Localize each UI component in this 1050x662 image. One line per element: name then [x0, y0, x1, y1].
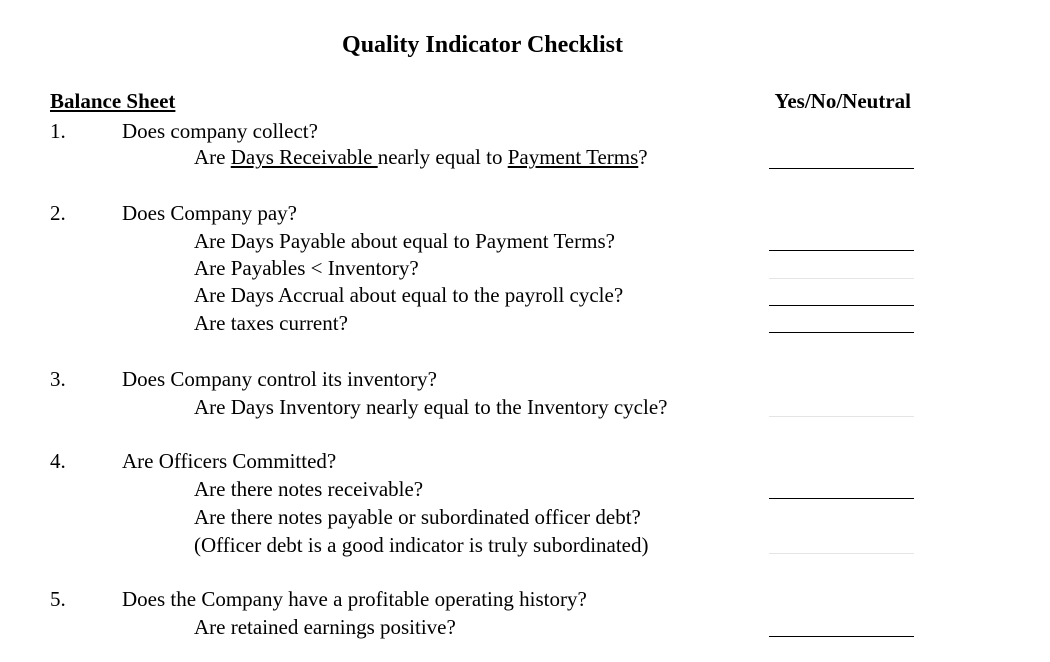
item-question-1: Does company collect?	[122, 119, 318, 143]
answer-blank[interactable]	[769, 553, 914, 554]
answer-blank[interactable]	[769, 498, 914, 499]
answer-blank[interactable]	[769, 416, 914, 417]
item-4-subquestion-3: (Officer debt is a good indicator is truly subordinated)	[194, 533, 649, 557]
item-3-subquestion-1: Are Days Inventory nearly equal to the Inventory cycle?	[194, 395, 668, 419]
item-2-subquestion-1: Are Days Payable about equal to Payment Terms?	[194, 229, 615, 253]
sub-text: Are	[194, 145, 231, 169]
item-number-2: 2.	[50, 201, 66, 225]
item-number-5: 5.	[50, 587, 66, 611]
item-4-subquestion-2: Are there notes payable or subordinated officer debt?	[194, 505, 641, 529]
answer-blank[interactable]	[769, 332, 914, 333]
item-question-4: Are Officers Committed?	[122, 449, 337, 473]
answer-blank[interactable]	[769, 168, 914, 169]
section-heading-balance-sheet: Balance Sheet	[50, 89, 176, 113]
sub-text: ?	[638, 145, 648, 169]
page-title: Quality Indicator Checklist	[342, 32, 623, 58]
item-2-subquestion-4: Are taxes current?	[194, 311, 348, 335]
answer-blank[interactable]	[769, 250, 914, 251]
item-question-3: Does Company control its inventory?	[122, 367, 437, 391]
item-number-4: 4.	[50, 449, 66, 473]
answer-blank[interactable]	[769, 636, 914, 637]
item-2-subquestion-2: Are Payables < Inventory?	[194, 256, 419, 280]
item-question-2: Does Company pay?	[122, 201, 297, 225]
answer-blank[interactable]	[769, 278, 914, 279]
item-5-subquestion-1: Are retained earnings positive?	[194, 615, 456, 639]
answer-column-heading: Yes/No/Neutral	[774, 89, 911, 113]
item-4-subquestion-1: Are there notes receivable?	[194, 477, 424, 501]
item-2-subquestion-3: Are Days Accrual about equal to the payroll cycle?	[194, 283, 624, 307]
item-number-1: 1.	[50, 119, 66, 143]
item-1-subquestion	[194, 147, 648, 168]
sub-text: nearly equal to	[377, 145, 508, 169]
item-number-3: 3.	[50, 367, 66, 391]
days-receivable-term: Days Receivable	[230, 145, 378, 169]
payment-terms-term: Payment Terms	[507, 145, 639, 169]
item-question-5: Does the Company have a profitable operating history?	[122, 587, 587, 611]
answer-blank[interactable]	[769, 305, 914, 306]
